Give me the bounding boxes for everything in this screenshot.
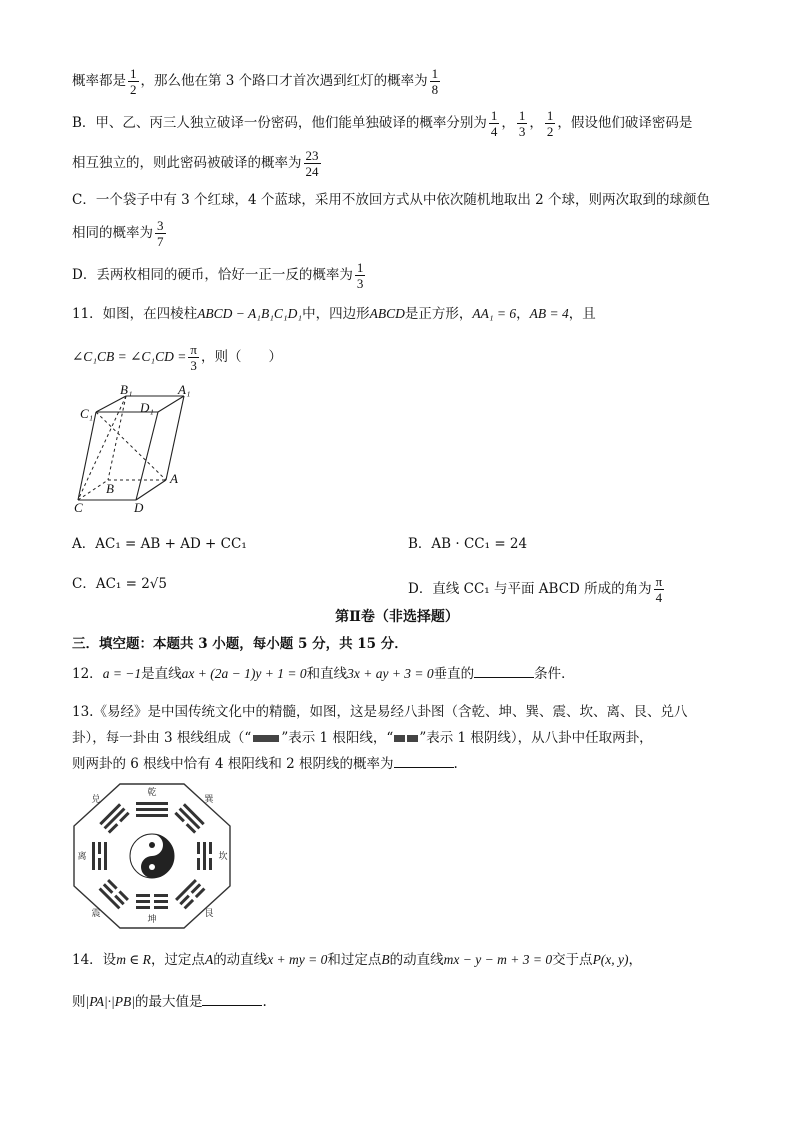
question-14-line2: 则|PA|·|PB|的最大值是 . [72,994,267,1010]
option-d: D．丢两枚相同的硬币，恰好一正一反的概率为 $\frac{1}{3}$ [72,260,364,291]
fraction: $\frac{\pi}{3}$ [190,342,197,373]
label-xun: 巽 [204,795,214,805]
question-12: 12．a = −1是直线ax + (2a − 1)y + 1 = 0和直线3x + ay + 3 = 0垂直的 条件． [72,666,575,682]
label-gen: 艮 [204,909,214,919]
option-a-continued: 概率都是 $\frac{1}{2}$ ，那么他在第 3 个路口才首次遇到红灯的概率为 $\frac{1}{8}$ [72,66,439,97]
question-11-line2: ∠C₁CB = ∠C₁CD = $\frac{\pi}{3}$ ，则（ ） [72,342,282,373]
label-b: B [106,481,114,496]
option-b: B．甲、乙、丙三人独立破译一份密码，他们能单独破译的概率分别为 $\frac{1}{4}$ ， $\frac{1}{3}$ ， $\frac{1}{2}$ ，假设他们破译密码是 [72,108,693,139]
fraction: $\frac{\pi}{4}$ [655,574,663,605]
q11-option-d: D．直线 CC₁ 与平面 ABCD 所成的角为 $\frac{\pi}{4}$ [408,574,663,605]
fraction: $\frac{1}{2}$ [130,66,137,97]
bagua-figure [72,782,232,930]
label-kun: 坤 [147,915,157,925]
option-b-line2: 相互独立的，则此密码被破译的概率为 $\frac{23}{24}$ [72,148,319,179]
fraction: $\frac{1}{8}$ [431,66,439,97]
q11-option-a: A．AC₁ = AB + AD + CC₁ [72,536,247,552]
answer-blank[interactable] [202,993,262,1006]
fraction: $\frac{1}{3}$ [518,108,526,139]
label-zhen: 震 [91,909,101,919]
yin-line-icon [407,735,418,742]
question-13: 13.《易经》是中国传统文化中的精髓，如图，这是易经八卦图（含乾、坤、巽、震、坎、离、艮、兑八 [72,704,688,720]
yin-line-icon [394,735,405,742]
label-c1: C₁ [80,406,94,421]
label-c: C [74,500,83,514]
q11-option-b: B．AB · CC₁ = 24 [408,536,528,552]
label-a: A [170,471,178,486]
label-li: 离 [77,852,87,862]
part-three-heading: 三．填空题：本题共 3 小题，每小题 5 分，共 15 分． [72,636,408,652]
label-d1: D₁ [140,400,154,415]
label-a1: A₁ [178,382,191,397]
label-b1: B₁ [120,382,133,397]
fraction: $\frac{1}{3}$ [356,260,364,291]
yang-line-icon [253,735,279,742]
label-dui: 兑 [91,795,101,805]
fraction: $\frac{1}{4}$ [490,108,498,139]
question-13-line3: 则两卦的 6 根线中恰有 4 根阳线和 2 根阴线的概率为 . [72,756,458,772]
question-14: 14．设m ∈ R，过定点A的动直线x + my = 0和过定点B的动直线mx − y − m + 3 = 0交于点P(x, y)， [72,952,643,968]
answer-blank[interactable] [474,665,534,678]
label-kan: 坎 [218,852,228,862]
answer-blank[interactable] [394,755,454,768]
question-11: 11．如图，在四棱柱ABCD − A₁B₁C₁D₁中，四边形ABCD是正方形，AA₁ = 6，AB = 4，且 [72,306,596,322]
option-c-line2: 相同的概率为 $\frac{3}{7}$ [72,218,164,249]
section-title: 第Ⅱ卷（非选择题） [335,609,459,625]
question-13-line2: 卦），每一卦由 3 根线组成（“ ”表示 1 根阳线，“ ”表示 1 根阴线），从八卦中任取两卦， [72,730,653,746]
prism-figure [72,382,202,514]
fraction: $\frac{23}{24}$ [305,148,319,179]
label-d: D [134,500,144,514]
fraction: $\frac{3}{7}$ [157,218,164,249]
q11-option-c: C．AC₁ = 2√5 [72,576,167,592]
fraction: $\frac{1}{2}$ [546,108,554,139]
label-qian: 乾 [147,788,157,798]
option-c: C．一个袋子中有 3 个红球，4 个蓝球，采用不放回方式从中依次随机地取出 2 个球，则两次取到的球颜色 [72,192,711,208]
